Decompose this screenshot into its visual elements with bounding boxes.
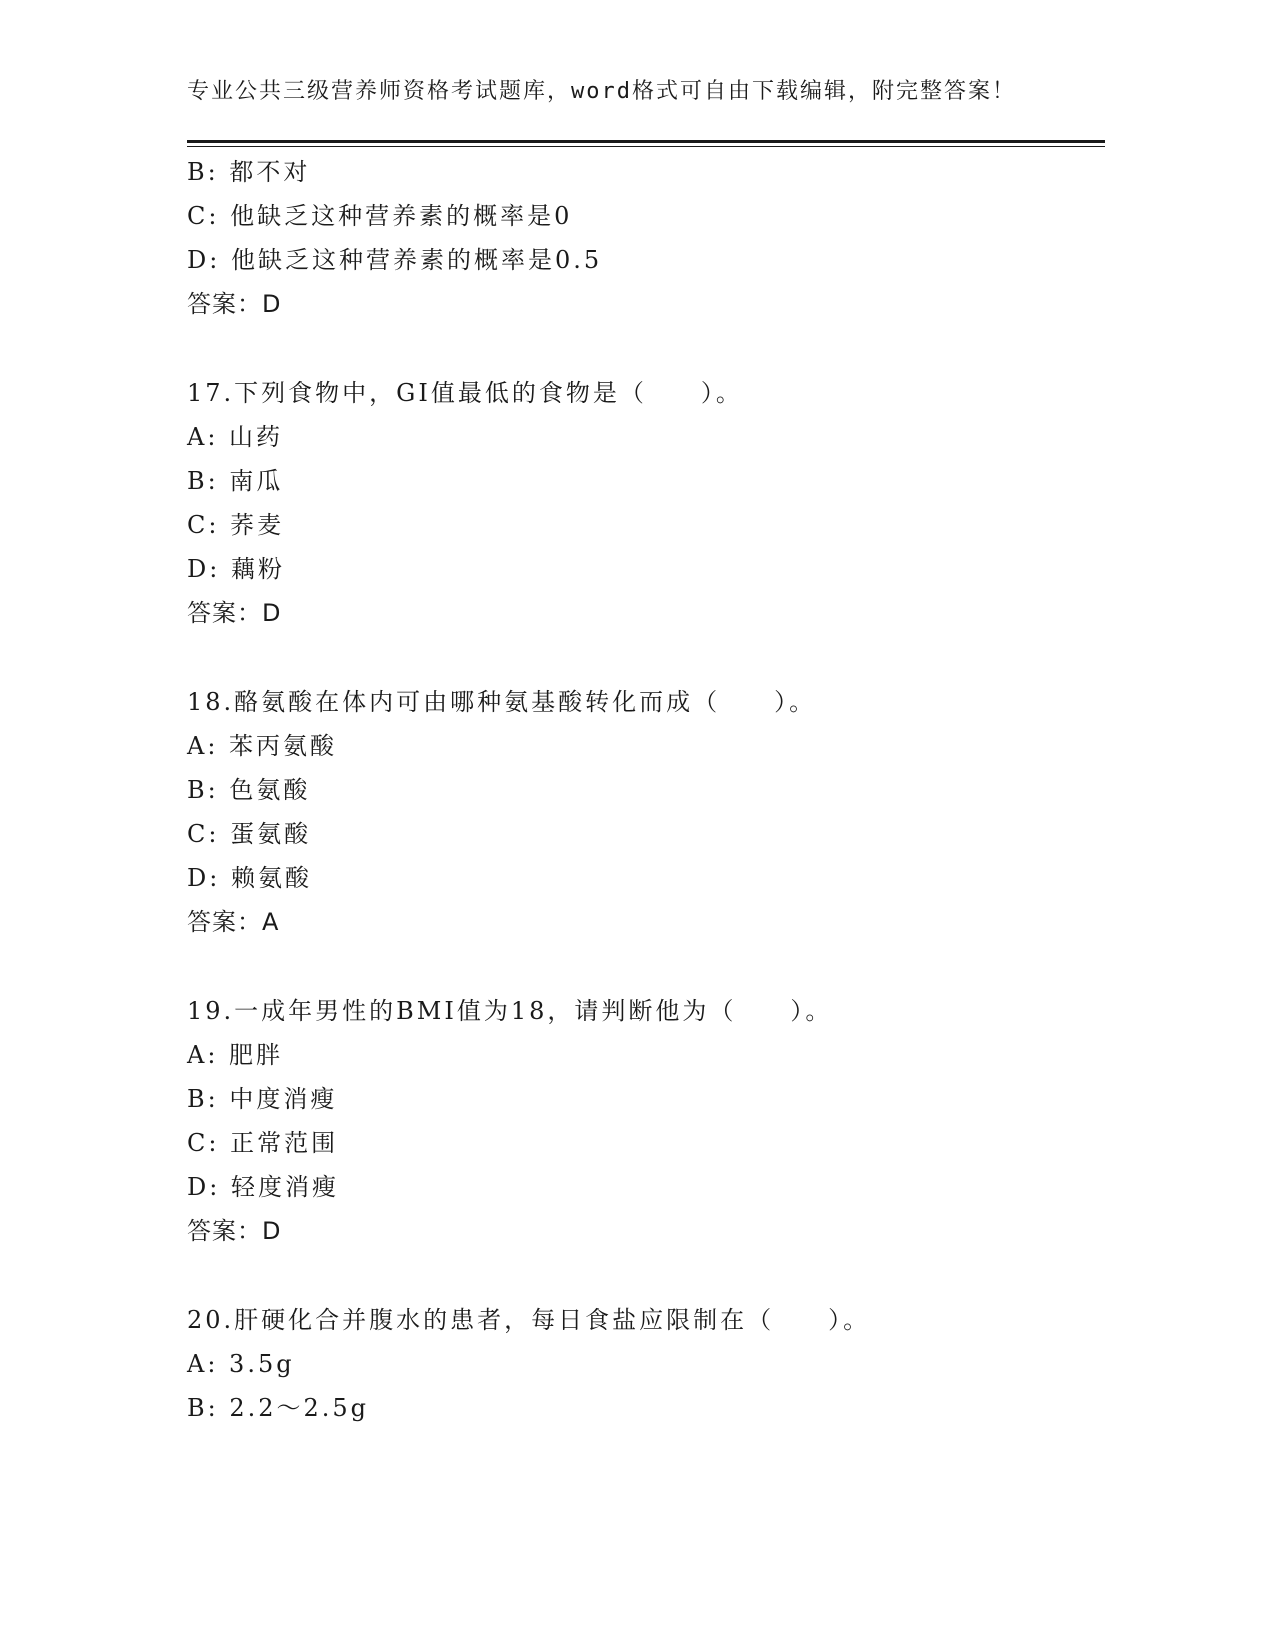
option-b: B: 色氨酸 bbox=[187, 776, 311, 804]
option-a: A: 苯丙氨酸 bbox=[187, 732, 338, 760]
partial-question bbox=[187, 150, 1105, 326]
header-divider-thick bbox=[187, 140, 1105, 143]
option-c: C: 正常范围 bbox=[187, 1129, 339, 1157]
option-d: D: 他缺乏这种营养素的概率是0.5 bbox=[187, 246, 603, 274]
question-stem: 19.一成年男性的BMI值为18，请判断他为（ ）。 bbox=[187, 997, 833, 1025]
question-20 bbox=[187, 1298, 1105, 1430]
option-a: A: 山药 bbox=[187, 423, 284, 451]
option-b: B: 南瓜 bbox=[187, 467, 284, 495]
option-b: B: 中度消瘦 bbox=[187, 1085, 338, 1113]
option-c: C: 他缺乏这种营养素的概率是0 bbox=[187, 202, 573, 230]
answer-line: 答案：D bbox=[187, 290, 282, 318]
answer-line: 答案：D bbox=[187, 1217, 282, 1245]
option-a: A: 肥胖 bbox=[187, 1041, 284, 1069]
option-d: D: 赖氨酸 bbox=[187, 864, 312, 892]
question-stem: 20.肝硬化合并腹水的患者，每日食盐应限制在（ ）。 bbox=[187, 1306, 871, 1334]
option-b: B: 都不对 bbox=[187, 158, 311, 186]
question-list bbox=[187, 150, 1105, 1430]
question-17 bbox=[187, 371, 1105, 635]
question-stem: 18.酪氨酸在体内可由哪种氨基酸转化而成（ ）。 bbox=[187, 688, 817, 716]
option-d: D: 轻度消瘦 bbox=[187, 1173, 339, 1201]
answer-line: 答案：D bbox=[187, 599, 282, 627]
option-d: D: 藕粉 bbox=[187, 555, 285, 583]
option-c: C: 荞麦 bbox=[187, 511, 285, 539]
question-18 bbox=[187, 680, 1105, 944]
option-c: C: 蛋氨酸 bbox=[187, 820, 312, 848]
page-header-title: 专业公共三级营养师资格考试题库，word格式可自由下载编辑，附完整答案！ bbox=[187, 79, 1016, 104]
option-b: B: 2.2～2.5g bbox=[187, 1394, 370, 1422]
answer-line: 答案：A bbox=[187, 908, 280, 936]
question-stem: 17.下列食物中，GI值最低的食物是（ ）。 bbox=[187, 379, 743, 407]
question-19 bbox=[187, 989, 1105, 1253]
option-a: A: 3.5g bbox=[187, 1350, 295, 1378]
header-divider-thin bbox=[187, 146, 1105, 147]
